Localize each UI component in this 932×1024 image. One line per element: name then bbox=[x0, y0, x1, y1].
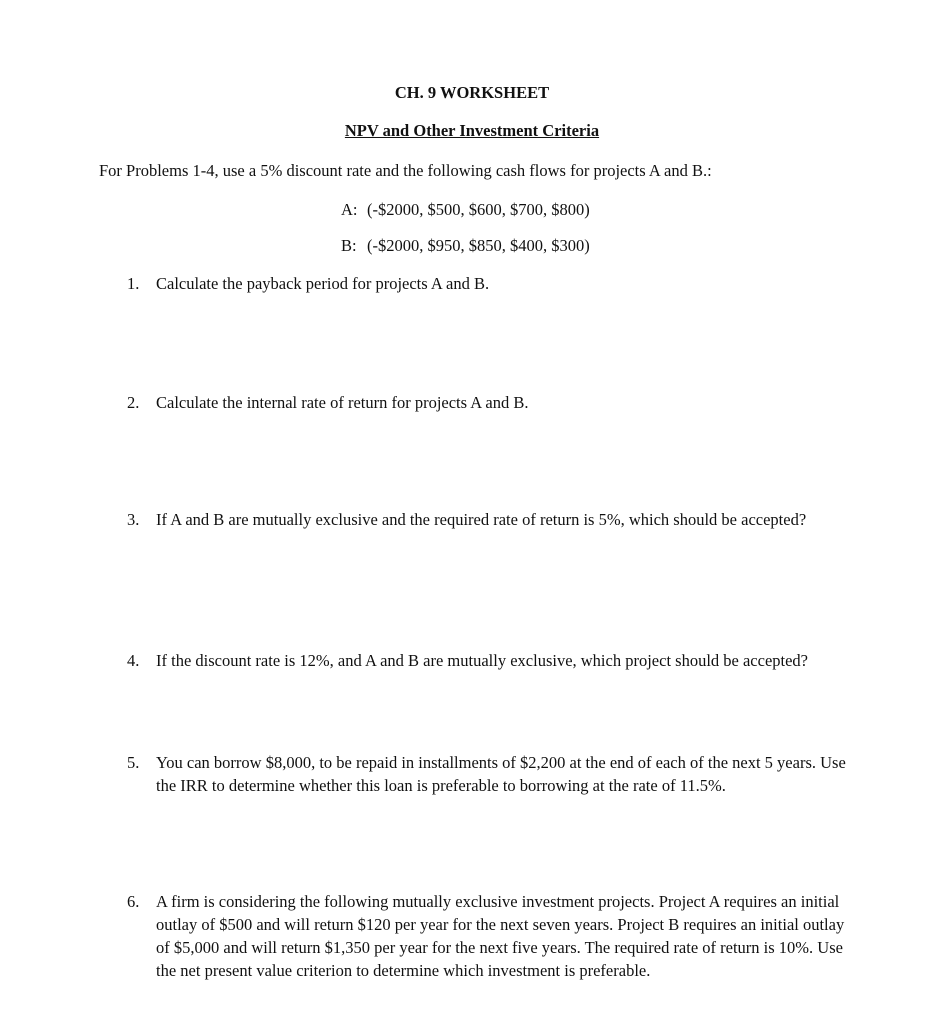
cash-flow-a bbox=[341, 198, 590, 221]
problem-number: 5. bbox=[127, 753, 140, 772]
problem-6 bbox=[127, 890, 857, 982]
problem-text: A firm is considering the following mutually exclusive investment projects. Project A requires an initial outlay of $500 and will return $120 per year for the next seven years. Project B requires an initial outlay of $5,000 and will return $1,350 per year for the next five years. The required rate of return is 10%. Use the net present value criterion to determine which investment is preferable. bbox=[156, 892, 845, 980]
problem-number: 1. bbox=[127, 274, 140, 293]
problem-3 bbox=[127, 508, 857, 531]
problem-5 bbox=[127, 751, 857, 797]
problem-number: 6. bbox=[127, 892, 140, 911]
cash-flow-label: B: bbox=[341, 236, 357, 255]
cash-flow-label: A: bbox=[341, 200, 358, 219]
problem-text: Calculate the internal rate of return for projects A and B. bbox=[156, 393, 529, 412]
problem-text: You can borrow $8,000, to be repaid in installments of $2,200 at the end of each of the next 5 years. Use the IRR to determine whether this loan is preferable to borrowing at the rate of 11.5%. bbox=[156, 753, 846, 795]
cash-flow-values: (-$2000, $500, $600, $700, $800) bbox=[367, 200, 590, 219]
cash-flow-b bbox=[341, 234, 590, 257]
problem-2 bbox=[127, 391, 857, 414]
problem-number: 2. bbox=[127, 393, 140, 412]
problem-text: If the discount rate is 12%, and A and B are mutually exclusive, which project should be accepted? bbox=[156, 651, 809, 670]
worksheet-title: CH. 9 WORKSHEET bbox=[394, 83, 550, 102]
worksheet-subtitle: NPV and Other Investment Criteria bbox=[344, 121, 600, 140]
intro-text: For Problems 1-4, use a 5% discount rate and the following cash flows for projects A and B.: bbox=[99, 161, 712, 180]
problem-text: If A and B are mutually exclusive and the required rate of return is 5%, which should be accepted? bbox=[156, 510, 807, 529]
problem-4 bbox=[127, 649, 857, 672]
problem-1 bbox=[127, 272, 857, 295]
problem-number: 4. bbox=[127, 651, 140, 670]
problem-number: 3. bbox=[127, 510, 140, 529]
problem-text: Calculate the payback period for projects A and B. bbox=[156, 274, 490, 293]
cash-flow-values: (-$2000, $950, $850, $400, $300) bbox=[367, 236, 590, 255]
